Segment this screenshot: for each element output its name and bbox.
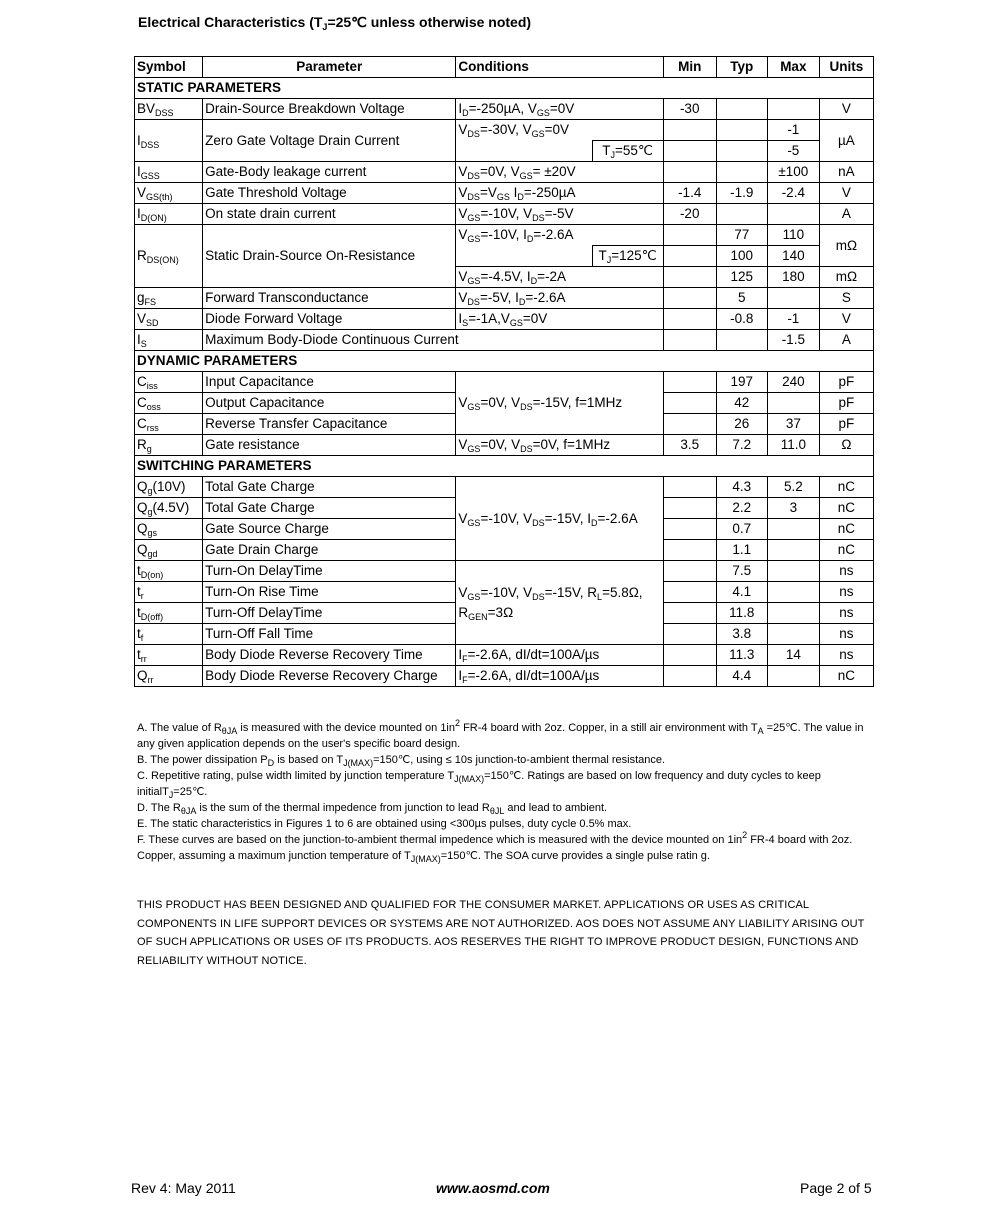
typ-cell: 77	[716, 225, 767, 246]
min-cell	[663, 162, 716, 183]
max-cell: 180	[767, 267, 819, 288]
parameter-cell: Output Capacitance	[203, 393, 456, 414]
table-header-row	[135, 57, 874, 78]
typ-cell: 26	[716, 414, 767, 435]
symbol-cell: $V_{GS(th)}$	[135, 183, 203, 204]
min-cell	[663, 267, 716, 288]
min-cell	[663, 645, 716, 666]
symbol-cell: $t_{D(on)}$	[135, 561, 203, 582]
max-cell: -1	[767, 309, 819, 330]
units-cell: ns	[819, 603, 873, 624]
typ-cell: 42	[716, 393, 767, 414]
units-cell: V	[819, 99, 873, 120]
symbol-cell: $I_{D(ON)}$	[135, 204, 203, 225]
symbol-cell: $Q_g(10V)$	[135, 477, 203, 498]
parameter-cell: Total Gate Charge	[203, 477, 456, 498]
max-cell: 110	[767, 225, 819, 246]
table-row	[135, 183, 874, 204]
max-cell	[767, 582, 819, 603]
min-cell: -30	[663, 99, 716, 120]
typ-cell: 11.3	[716, 645, 767, 666]
units-cell: ns	[819, 645, 873, 666]
min-cell	[663, 225, 716, 246]
section-header: DYNAMIC PARAMETERS	[135, 351, 874, 372]
table-row	[135, 162, 874, 183]
typ-cell: 3.8	[716, 624, 767, 645]
disclaimer: THIS PRODUCT HAS BEEN DESIGNED AND QUALIFIED FOR THE CONSUMER MARKET. APPLICATIONS OR USES AS CRITICAL COMPONENTS IN LIFE SUPPORT DEVICES OR SYSTEMS ARE NOT AUTHORIZED. AOS DOES NOT ASSUME ANY LIABILITY ARISING OUT OF SUCH APPLICATIONS OR USES OF ITS PRODUCTS. AOS RESERVES THE RIGHT TO IMPROVE PRODUCT DESIGN, FUNCTIONS AND RELIABILITY WITHOUT NOTICE.	[137, 899, 865, 967]
footnote: D. The $R_{\theta JA}$ is the sum of the thermal impedence from junction to lead $R_{\theta JL}$ and lead to ambient.	[137, 802, 608, 816]
footnote: B. The power dissipation $P_D$ is based on $T_{J(MAX)}=150℃$, using ≤ 10s junction-to-ambient thermal resistance.	[137, 754, 666, 768]
footnotes	[137, 720, 877, 864]
min-cell	[663, 603, 716, 624]
symbol-cell: $I_{DSS}$	[135, 120, 203, 162]
parameter-cell: Diode Forward Voltage	[203, 309, 456, 330]
parameter-cell: Input Capacitance	[203, 372, 456, 393]
table-row	[135, 288, 874, 309]
symbol-cell: $I_{GSS}$	[135, 162, 203, 183]
typ-cell: 1.1	[716, 540, 767, 561]
units-cell: nA	[819, 162, 873, 183]
page-number: Page 2 of 5	[800, 1180, 872, 1196]
typ-cell	[716, 120, 767, 141]
conditions-cell: $V_{GS}=-10V$, $V_{DS}=-5V$	[456, 204, 663, 225]
table-row	[135, 330, 874, 351]
table-row	[135, 477, 874, 498]
temperature-condition: $T_J=55℃$	[592, 141, 663, 162]
conditions-cell: $V_{GS}=-10V$, $I_D=-2.6A$	[456, 225, 663, 246]
typ-cell: 125	[716, 267, 767, 288]
footnote: F. These curves are based on the junction-to-ambient thermal impedence which is measured with the device mounted on $1in^2$ FR-4 board with 2oz. Copper, assuming a maximum junction temperature of $T_{J(MAX)}=150℃$. The SOA curve provides a single pulse ratin g.	[137, 830, 853, 864]
footnote: E. The static characteristics in Figures 1 to 6 are obtained using <300µs pulses, duty cycle 0.5% max.	[137, 818, 632, 830]
header-min: Min	[663, 57, 716, 78]
max-cell: 11.0	[767, 435, 819, 456]
typ-cell: 7.2	[716, 435, 767, 456]
symbol-cell: $C_{rss}$	[135, 414, 203, 435]
parameter-cell: Turn-Off DelayTime	[203, 603, 456, 624]
units-cell: pF	[819, 372, 873, 393]
units-cell: ns	[819, 561, 873, 582]
max-cell: 240	[767, 372, 819, 393]
section-header: STATIC PARAMETERS	[135, 78, 874, 99]
conditions-cell: $V_{DS}=-5V$, $I_D=-2.6A$	[456, 288, 663, 309]
symbol-cell: $R_{DS(ON)}$	[135, 225, 203, 288]
typ-cell: 2.2	[716, 498, 767, 519]
units-cell: mΩ	[819, 267, 873, 288]
table-row	[135, 99, 874, 120]
symbol-cell: $g_{FS}$	[135, 288, 203, 309]
min-cell	[663, 141, 716, 162]
symbol-cell: $Q_{gd}$	[135, 540, 203, 561]
conditions-cell: $V_{DS}=-30V$, $V_{GS}=0V$	[456, 120, 663, 141]
max-cell: 14	[767, 645, 819, 666]
typ-cell: 4.1	[716, 582, 767, 603]
units-cell: nC	[819, 519, 873, 540]
min-cell	[663, 309, 716, 330]
min-cell	[663, 393, 716, 414]
units-cell: ns	[819, 582, 873, 603]
parameter-cell: Zero Gate Voltage Drain Current	[203, 120, 456, 162]
table-row	[135, 435, 874, 456]
conditions-cell: $V_{GS}=-10V$, $V_{DS}=-15V$, $I_D=-2.6A$	[456, 477, 663, 561]
max-cell	[767, 519, 819, 540]
temperature-condition: $T_J=125℃$	[592, 246, 663, 267]
parameter-cell: Static Drain-Source On-Resistance	[203, 225, 456, 288]
conditions-cell: $V_{GS}=-10V$, $V_{DS}=-15V$, $R_L=5.8\Omega$, $R_{GEN}=3\Omega$	[456, 561, 663, 645]
parameter-cell: On state drain current	[203, 204, 456, 225]
max-cell: ±100	[767, 162, 819, 183]
min-cell	[663, 477, 716, 498]
parameter-cell: Drain-Source Breakdown Voltage	[203, 99, 456, 120]
parameter-cell: Total Gate Charge	[203, 498, 456, 519]
min-cell: -1.4	[663, 183, 716, 204]
max-cell: -2.4	[767, 183, 819, 204]
units-cell: nC	[819, 540, 873, 561]
units-cell: µA	[819, 120, 873, 162]
header-symbol: Symbol	[135, 57, 203, 78]
conditions-cell: $I_F=-2.6A$, dI/dt=100A/µs	[456, 645, 663, 666]
parameter-cell: Turn-Off Fall Time	[203, 624, 456, 645]
min-cell	[663, 414, 716, 435]
revision-label: Rev 4: May 2011	[131, 1180, 236, 1196]
min-cell	[663, 624, 716, 645]
units-cell: A	[819, 330, 873, 351]
typ-cell	[716, 99, 767, 120]
parameter-cell: Body Diode Reverse Recovery Charge	[203, 666, 456, 687]
header-conditions: Conditions	[456, 57, 663, 78]
parameter-cell: Maximum Body-Diode Continuous Current	[203, 330, 664, 351]
units-cell: nC	[819, 666, 873, 687]
header-units: Units	[819, 57, 873, 78]
typ-cell: -0.8	[716, 309, 767, 330]
min-cell: 3.5	[663, 435, 716, 456]
max-cell	[767, 393, 819, 414]
symbol-cell: $V_{SD}$	[135, 309, 203, 330]
symbol-cell: $C_{oss}$	[135, 393, 203, 414]
min-cell: -20	[663, 204, 716, 225]
parameter-cell: Forward Transconductance	[203, 288, 456, 309]
symbol-cell: $C_{iss}$	[135, 372, 203, 393]
parameter-cell: Gate Source Charge	[203, 519, 456, 540]
conditions-spacer	[456, 246, 592, 267]
table-row	[135, 561, 874, 582]
min-cell	[663, 519, 716, 540]
max-cell: -1.5	[767, 330, 819, 351]
parameter-cell: Gate-Body leakage current	[203, 162, 456, 183]
conditions-cell: $V_{GS}=-4.5V$, $I_D=-2A$	[456, 267, 663, 288]
typ-cell: 100	[716, 246, 767, 267]
typ-cell: 197	[716, 372, 767, 393]
header-typ: Typ	[716, 57, 767, 78]
symbol-cell: $t_{D(off)}$	[135, 603, 203, 624]
typ-cell: 0.7	[716, 519, 767, 540]
typ-cell	[716, 330, 767, 351]
typ-cell: 11.8	[716, 603, 767, 624]
max-cell: -1	[767, 120, 819, 141]
symbol-cell: $R_g$	[135, 435, 203, 456]
section-header: SWITCHING PARAMETERS	[135, 456, 874, 477]
max-cell: 3	[767, 498, 819, 519]
typ-cell: 4.4	[716, 666, 767, 687]
typ-cell: -1.9	[716, 183, 767, 204]
table-row	[135, 666, 874, 687]
table-row	[135, 120, 874, 141]
max-cell	[767, 561, 819, 582]
units-cell: S	[819, 288, 873, 309]
parameter-cell: Gate resistance	[203, 435, 456, 456]
min-cell	[663, 498, 716, 519]
units-cell: A	[819, 204, 873, 225]
max-cell	[767, 624, 819, 645]
table-row	[135, 204, 874, 225]
symbol-cell: $t_f$	[135, 624, 203, 645]
symbol-cell: $t_{rr}$	[135, 645, 203, 666]
parameter-cell: Turn-On DelayTime	[203, 561, 456, 582]
conditions-cell: $V_{GS}=0V$, $V_{DS}=0V$, f=1MHz	[456, 435, 663, 456]
units-cell: nC	[819, 498, 873, 519]
units-cell: ns	[819, 624, 873, 645]
max-cell	[767, 99, 819, 120]
parameter-cell: Turn-On Rise Time	[203, 582, 456, 603]
conditions-spacer	[456, 141, 592, 162]
symbol-cell: $Q_{rr}$	[135, 666, 203, 687]
table-row	[135, 372, 874, 393]
units-cell: mΩ	[819, 225, 873, 267]
max-cell: 140	[767, 246, 819, 267]
page-title: Electrical Characteristics ($T_J=25℃$ unless otherwise noted)	[138, 14, 532, 32]
conditions-cell: $I_D=-250\mu A$, $V_{GS}=0V$	[456, 99, 663, 120]
parameter-cell: Gate Drain Charge	[203, 540, 456, 561]
units-cell: V	[819, 309, 873, 330]
min-cell	[663, 120, 716, 141]
max-cell	[767, 603, 819, 624]
symbol-cell: $Q_{gs}$	[135, 519, 203, 540]
max-cell	[767, 288, 819, 309]
min-cell	[663, 582, 716, 603]
min-cell	[663, 372, 716, 393]
conditions-cell: $I_F=-2.6A$, dI/dt=100A/µs	[456, 666, 663, 687]
conditions-cell: $I_S=-1A,V_{GS}=0V$	[456, 309, 663, 330]
symbol-cell: $Q_g(4.5V)$	[135, 498, 203, 519]
units-cell: V	[819, 183, 873, 204]
max-cell	[767, 540, 819, 561]
website-link[interactable]: www.aosmd.com	[436, 1180, 550, 1196]
max-cell: 5.2	[767, 477, 819, 498]
typ-cell	[716, 141, 767, 162]
min-cell	[663, 288, 716, 309]
electrical-characteristics-table	[134, 56, 874, 687]
min-cell	[663, 540, 716, 561]
footnote: C. Repetitive rating, pulse width limited by junction temperature $T_{J(MAX)}=150℃$. Ratings are based on low frequency and duty cycles to keep initialT$_J$=25℃.	[137, 770, 821, 800]
typ-cell: 5	[716, 288, 767, 309]
table-row	[135, 309, 874, 330]
max-cell	[767, 666, 819, 687]
units-cell: nC	[819, 477, 873, 498]
parameter-cell: Gate Threshold Voltage	[203, 183, 456, 204]
table-row	[135, 225, 874, 246]
max-cell: 37	[767, 414, 819, 435]
typ-cell: 7.5	[716, 561, 767, 582]
header-max: Max	[767, 57, 819, 78]
typ-cell	[716, 204, 767, 225]
conditions-cell: $V_{GS}=0V$, $V_{DS}=-15V$, f=1MHz	[456, 372, 663, 435]
parameter-cell: Reverse Transfer Capacitance	[203, 414, 456, 435]
min-cell	[663, 330, 716, 351]
header-parameter: Parameter	[203, 57, 456, 78]
table-row	[135, 645, 874, 666]
min-cell	[663, 561, 716, 582]
conditions-cell: $V_{DS}=V_{GS}$ $I_D=-250\mu A$	[456, 183, 663, 204]
max-cell: -5	[767, 141, 819, 162]
min-cell	[663, 666, 716, 687]
typ-cell: 4.3	[716, 477, 767, 498]
symbol-cell: $BV_{DSS}$	[135, 99, 203, 120]
conditions-cell: $V_{DS}=0V$, $V_{GS}= \pm 20V$	[456, 162, 663, 183]
typ-cell	[716, 162, 767, 183]
parameter-cell: Body Diode Reverse Recovery Time	[203, 645, 456, 666]
max-cell	[767, 204, 819, 225]
min-cell	[663, 246, 716, 267]
units-cell: pF	[819, 414, 873, 435]
symbol-cell: $t_r$	[135, 582, 203, 603]
footnote: A. The value of $R_{\theta JA}$ is measured with the device mounted on $1in^2$ FR-4 board with 2oz. Copper, in a still air environment with $T_A$ =25℃. The value in any given application depends on the user's specific board design.	[137, 718, 864, 750]
units-cell: Ω	[819, 435, 873, 456]
symbol-cell: $I_S$	[135, 330, 203, 351]
units-cell: pF	[819, 393, 873, 414]
